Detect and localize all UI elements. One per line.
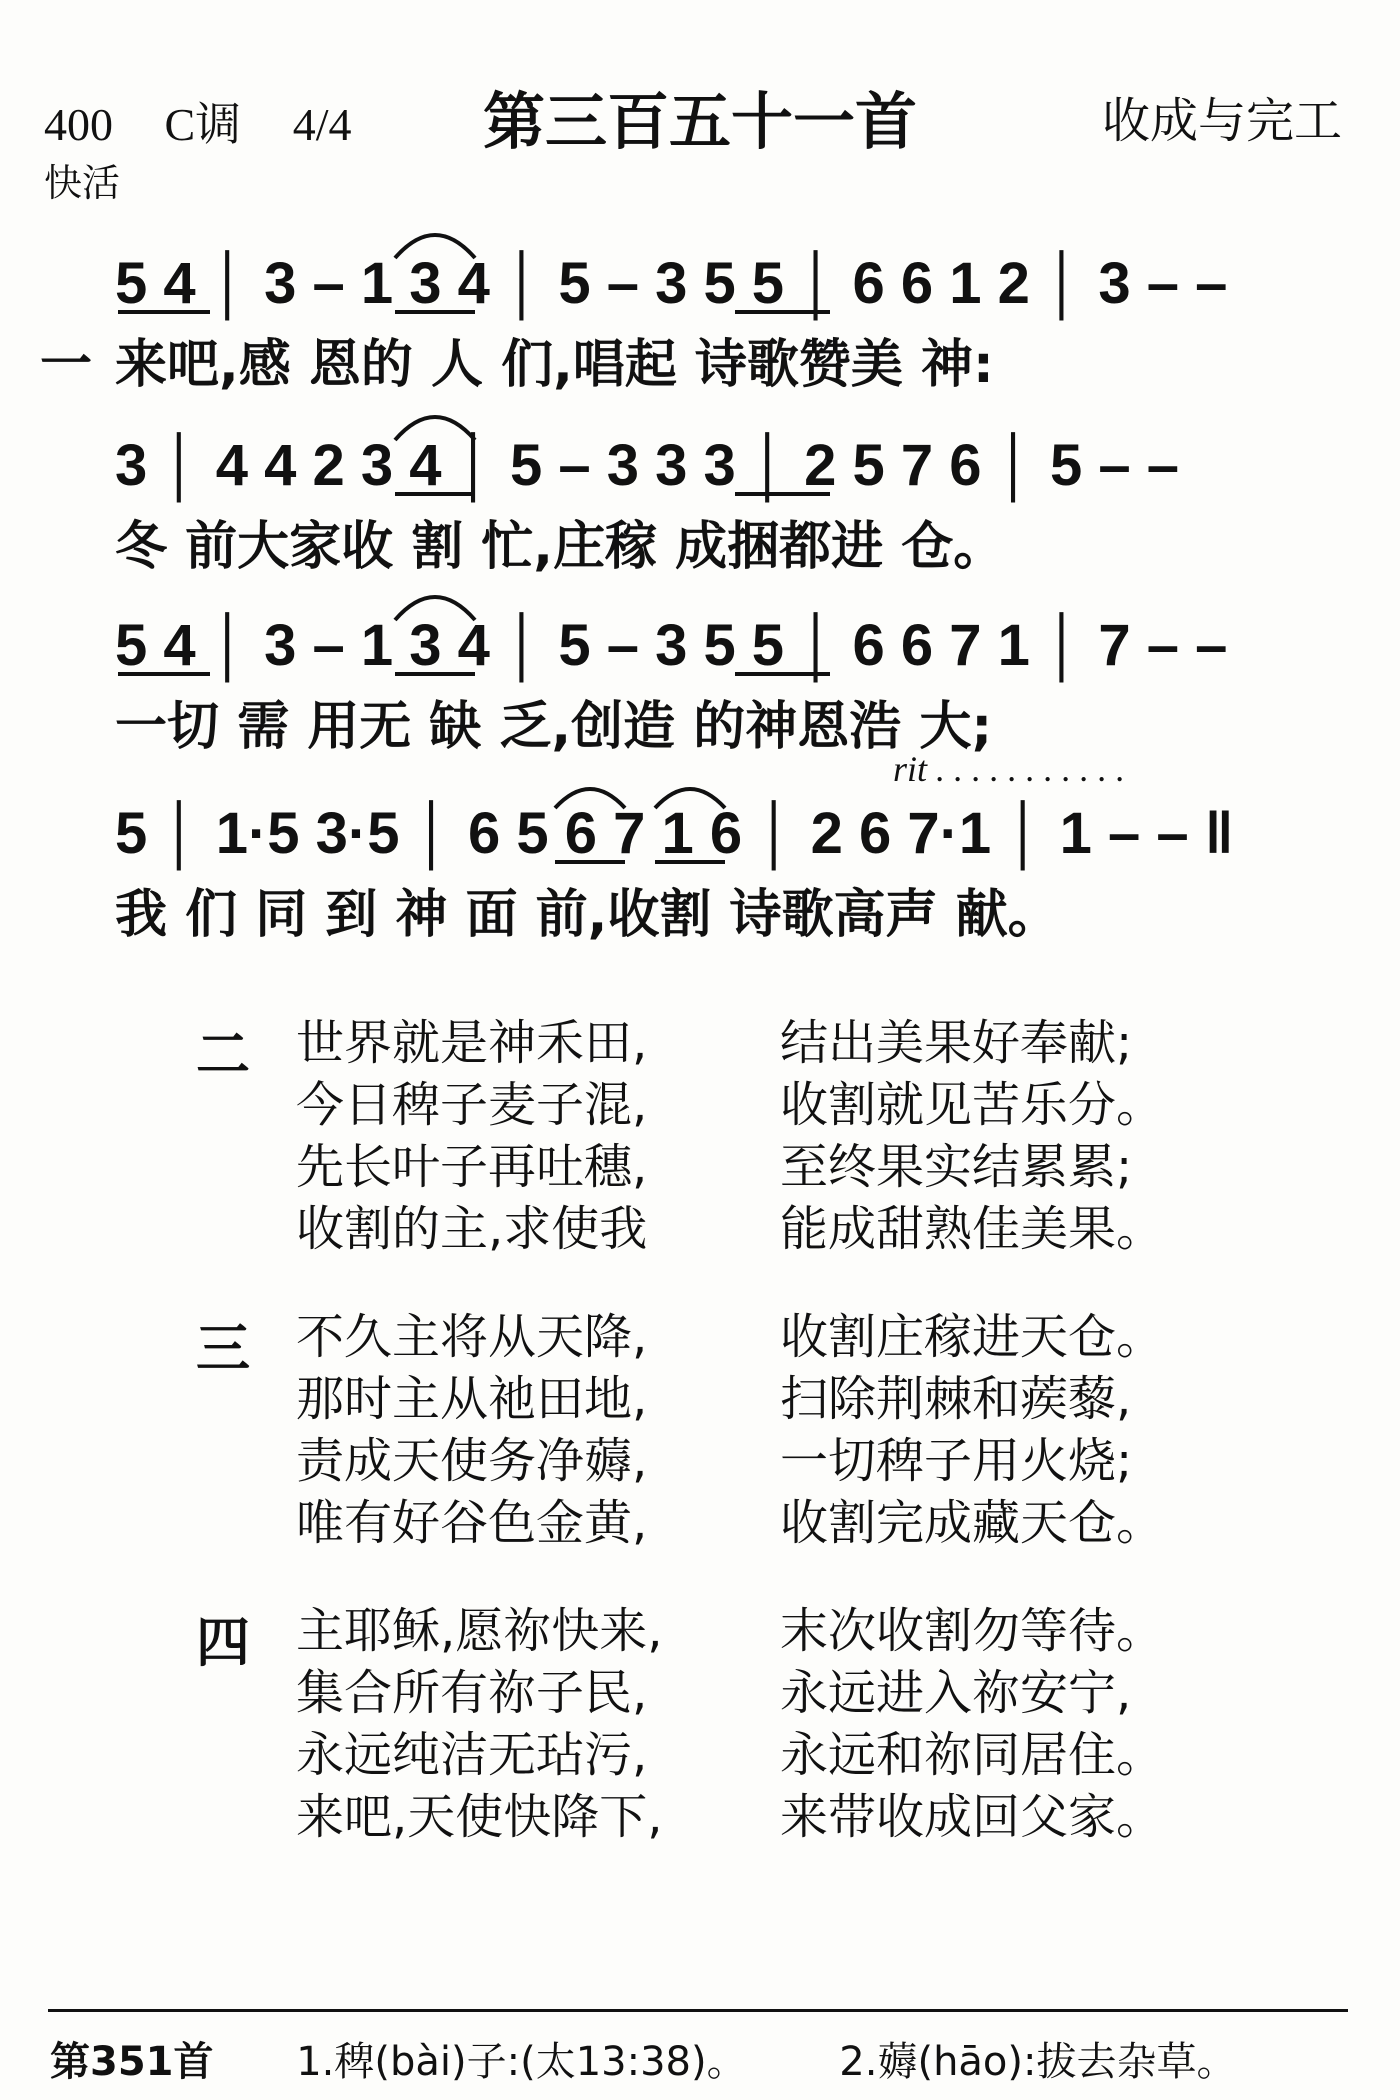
verse-number-four: 四 (196, 1611, 250, 1674)
verse-line: 责成天使务净薅, (296, 1433, 648, 1489)
hymn-key: C调 (164, 99, 242, 150)
notation-line-3: 5 4 │ 3 – 1 3 4 │ 5 – 3 5 5 │ 6 6 7 1 │ 7 – – (115, 613, 1228, 678)
verse-line: 永远进入祢安宁, (780, 1665, 1132, 1721)
verse-line: 永远和祢同居住。 (780, 1727, 1165, 1783)
ritardando-marking: rit . . . . . . . . . . . (893, 749, 1126, 789)
category-label: 收成与完工 (1101, 93, 1342, 149)
verse-line: 世界就是神禾田, (296, 1015, 648, 1071)
verse-line: 主耶稣,愿祢快来, (296, 1603, 663, 1659)
verse-3-col1 (296, 1306, 647, 1554)
verse-line: 唯有好谷色金黄, (296, 1495, 648, 1551)
lyrics-line-4: 我 们 同 到 神 面 前,收割 诗歌高声 献。 (115, 885, 1060, 945)
verse-line: 至终果实结累累; (780, 1139, 1133, 1195)
verse-line: 能成甜熟佳美果。 (780, 1201, 1165, 1257)
verse-mark-one: 一 (40, 335, 93, 395)
footnote-1: 1.稗(bài)子:(太13:38)。 (296, 2039, 747, 2085)
verse-line: 扫除荆棘和蒺藜, (780, 1371, 1132, 1427)
verse-line: 先长叶子再吐穗, (296, 1139, 648, 1195)
verse-line: 结出美果好奉献; (780, 1015, 1133, 1071)
verse-4-col1 (296, 1600, 663, 1848)
verse-line: 收割的主,求使我 (296, 1201, 648, 1257)
verse-number-two: 二 (196, 1023, 250, 1086)
verse-line: 永远纯洁无玷污, (296, 1727, 648, 1783)
verse-line: 收割完成藏天仓。 (780, 1495, 1165, 1551)
verse-4-col2 (780, 1600, 1164, 1848)
notation-line-1: 5 4 │ 3 – 1 3 4 │ 5 – 3 5 5 │ 6 6 1 2 │ 3 – – (115, 251, 1228, 316)
notation-line-4: 5 │ 1·5 3·5 │ 6 5 6 7 1 6 │ 2 6 7·1 │ 1 – – ‖ (115, 801, 1234, 866)
notation-line-2: 3 │ 4 4 2 3 4 │ 5 – 3 3 3 │ 2 5 7 6 │ 5 – – (115, 433, 1180, 498)
footnotes (50, 2030, 1236, 2087)
lyrics-line-1: 来吧,感 恩的 人 们,唱起 诗歌赞美 神: (115, 335, 994, 395)
verse-line: 一切稗子用火烧; (780, 1433, 1133, 1489)
verse-line: 集合所有祢子民, (296, 1665, 648, 1721)
verse-2-col1 (296, 1012, 647, 1260)
verse-line: 来带收成回父家。 (780, 1789, 1165, 1845)
verse-line: 收割就见苦乐分。 (780, 1077, 1165, 1133)
footer-hymn-number: 第351首 (50, 2039, 214, 2085)
verse-line: 今日稗子麦子混, (296, 1077, 648, 1133)
tempo-marking: 快活 (44, 161, 121, 205)
verse-3-col2 (780, 1306, 1164, 1554)
verse-number-three: 三 (196, 1317, 250, 1380)
footnote-2: 2.薅(hāo):拔去杂草。 (839, 2039, 1237, 2085)
lyrics-line-2: 冬 前大家收 割 忙,庄稼 成捆都进 仓。 (115, 517, 1006, 577)
verse-line: 那时主从祂田地, (296, 1371, 648, 1427)
verse-line: 不久主将从天降, (296, 1309, 648, 1365)
time-signature: 4/4 (292, 99, 352, 150)
page-title: 第三百五十一首 (482, 85, 917, 158)
lyrics-line-3: 一切 需 用无 缺 乏,创造 的神恩浩 大; (115, 697, 993, 757)
verse-line: 来吧,天使快降下, (296, 1789, 663, 1845)
verse-line: 末次收割勿等待。 (780, 1603, 1165, 1659)
footer-divider (48, 2009, 1348, 2012)
hymn-number: 400 (44, 99, 113, 150)
verse-line: 收割庄稼进天仓。 (780, 1309, 1165, 1365)
verse-2-col2 (780, 1012, 1164, 1260)
